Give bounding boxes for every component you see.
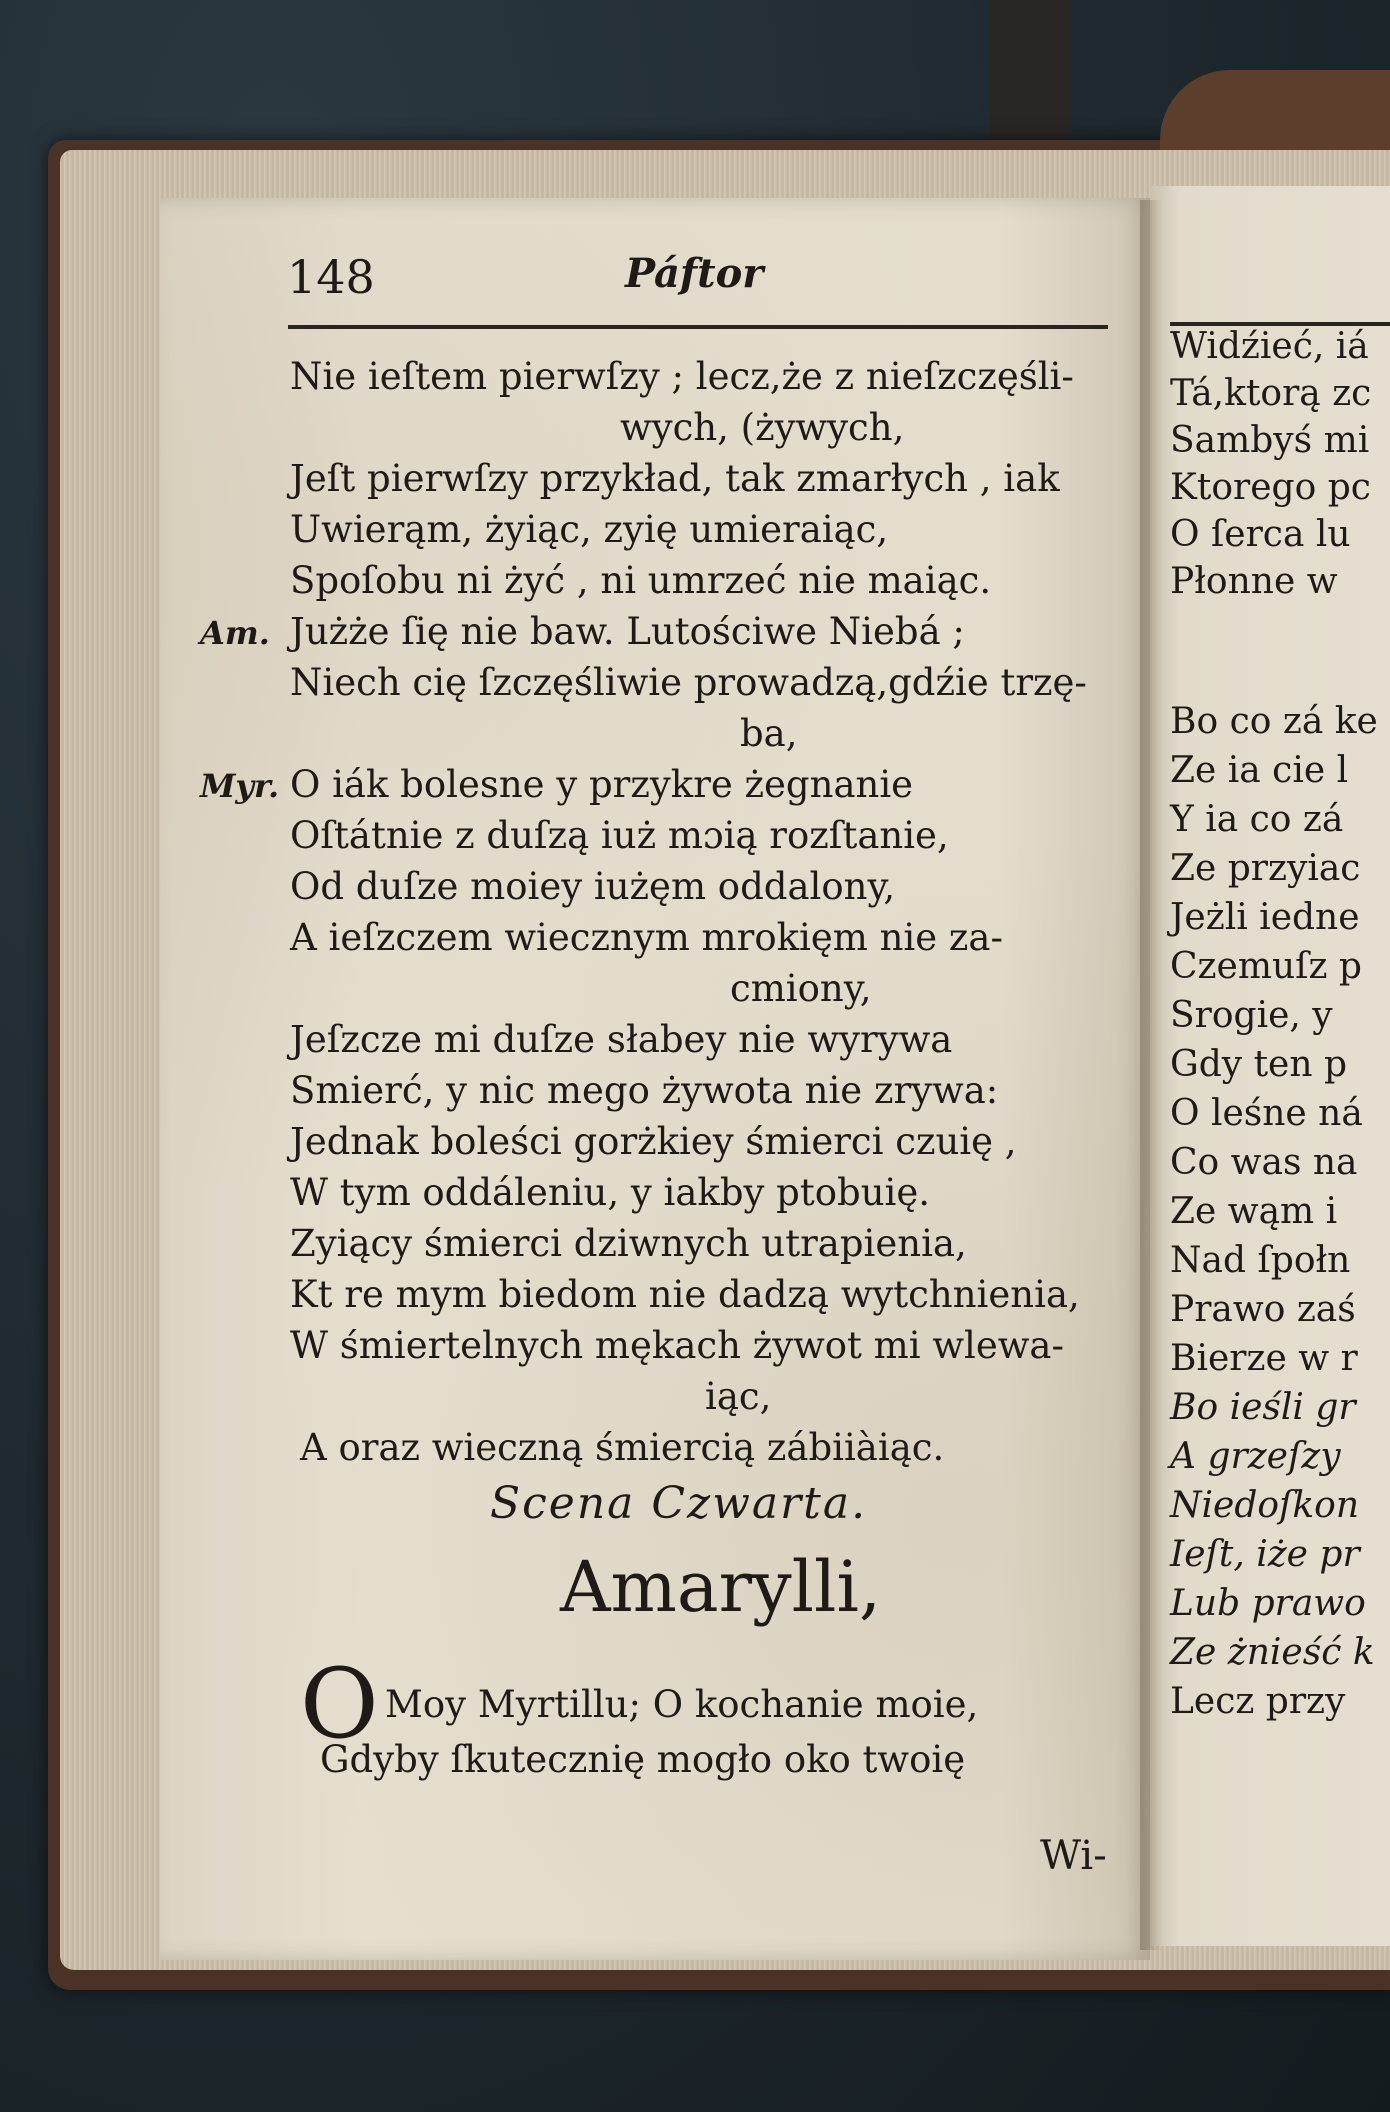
- verse-line: A ieſzczem wiecznym mrokięm nie za-: [290, 916, 1003, 959]
- verse-line: W tym oddáleniu, y iakby ptobuię.: [290, 1171, 931, 1214]
- right-line: Jeżli iedne: [1170, 897, 1360, 938]
- verse-line: Gdyby ſkutecznię mogło oko twoię: [320, 1738, 966, 1781]
- right-line: Bo co zá ke: [1170, 701, 1378, 742]
- verse-line: Jeſt pierwſzy przykład, tak zmarłych , iak: [290, 457, 1060, 500]
- right-line: Gdy ten p: [1170, 1044, 1348, 1085]
- right-line: Ze wąm i: [1170, 1191, 1338, 1232]
- speaker-label-myr: Myr.: [200, 767, 280, 805]
- right-line: Srogie, y: [1170, 995, 1333, 1036]
- book-clip: [990, 0, 1070, 150]
- right-line: Co was na: [1170, 1142, 1358, 1183]
- verse-line: Jużże ſię nie baw. Lutościwe Niebá ;: [290, 610, 965, 653]
- verse-line: Jednak boleści gorżkiey śmierci czuię ,: [290, 1120, 1017, 1163]
- verse-line: W śmiertelnych mękach żywot mi wlewa-: [290, 1324, 1064, 1367]
- verse-line: Niech cię ſzczęśliwie prowadzą,gdźie trzę-: [290, 661, 1087, 704]
- verse-line: Od duſze moiey iużęm oddalony,: [290, 865, 896, 908]
- verse-line: Moy Myrtillu; O kochanie moie,: [385, 1683, 979, 1726]
- right-line: Y ia co zá: [1170, 799, 1344, 840]
- page-gutter: [1140, 200, 1162, 1950]
- right-line: Niedoſkon: [1170, 1485, 1360, 1526]
- verse-line: Oſtátnie z duſzą iuż mɔią rozſtanie,: [290, 814, 949, 857]
- running-head: Páftor: [625, 250, 764, 297]
- page-number: 148: [287, 250, 375, 304]
- verse-line: Zyiący śmierci dziwnych utrapienia,: [290, 1222, 967, 1265]
- right-line: Bo ieśli gr: [1170, 1387, 1356, 1428]
- verse-line: wych, (żywych,: [620, 406, 905, 449]
- right-line: Bierze w r: [1170, 1338, 1358, 1379]
- right-line: Ze ia cie l: [1170, 750, 1349, 791]
- catchword: Wi-: [1040, 1833, 1107, 1879]
- verse-line: iąc,: [705, 1375, 772, 1418]
- right-line: O ſerca lu: [1170, 514, 1351, 555]
- verse-line: Spoſobu ni żyć , ni umrzeć nie maiąc.: [290, 559, 992, 602]
- verse-line: Nie ieſtem pierwſzy ; lecz,że z nieſzczęśli-: [290, 355, 1074, 398]
- right-line: O leśne ná: [1170, 1093, 1363, 1134]
- right-line: A grzeſzy: [1170, 1436, 1341, 1477]
- verse-line: Jeſzcze mi duſze słabey nie wyrywa: [290, 1018, 953, 1061]
- right-line: Płonne w: [1170, 561, 1338, 602]
- speaker-label-am: Am.: [200, 614, 270, 652]
- scene-title: Scena Czwarta.: [490, 1478, 868, 1529]
- verse-line: A oraz wieczną śmiercią zábiiàiąc.: [300, 1426, 945, 1469]
- right-line: Nad ſpołn: [1170, 1240, 1351, 1281]
- header-rule: [288, 325, 1108, 329]
- verse-line: Uwierąm, żyiąc, zyię umieraiąc,: [290, 508, 889, 551]
- right-line: Ieſt, iże pr: [1170, 1534, 1360, 1575]
- right-page: [1150, 186, 1390, 1946]
- right-line: Tá,ktorą zc: [1170, 373, 1372, 414]
- right-line: Widźieć, iá: [1170, 326, 1369, 367]
- right-line: Ze żnieść k: [1170, 1632, 1375, 1673]
- verse-line: O iák bolesne y przykre żegnanie: [290, 763, 914, 806]
- verse-line: cmiony,: [730, 967, 872, 1010]
- right-line: Czemuſz p: [1170, 946, 1362, 987]
- verse-line: ba,: [740, 712, 798, 755]
- right-line: Sambyś mi: [1170, 420, 1370, 461]
- drop-cap: O: [300, 1648, 379, 1760]
- right-line: Prawo zaś: [1170, 1289, 1356, 1330]
- verse-line: Smierć, y nic mego żywota nie zrywa:: [290, 1069, 999, 1112]
- verse-line: Kt re mym biedom nie dadzą wytchnienia,: [290, 1273, 1080, 1316]
- scene-speaker-heading: Amarylli,: [560, 1546, 882, 1628]
- right-line: Lecz przy: [1170, 1681, 1346, 1722]
- right-line: Ktorego pc: [1170, 467, 1371, 508]
- right-line: Ze przyiac: [1170, 848, 1361, 889]
- right-line: Lub prawo: [1170, 1583, 1366, 1624]
